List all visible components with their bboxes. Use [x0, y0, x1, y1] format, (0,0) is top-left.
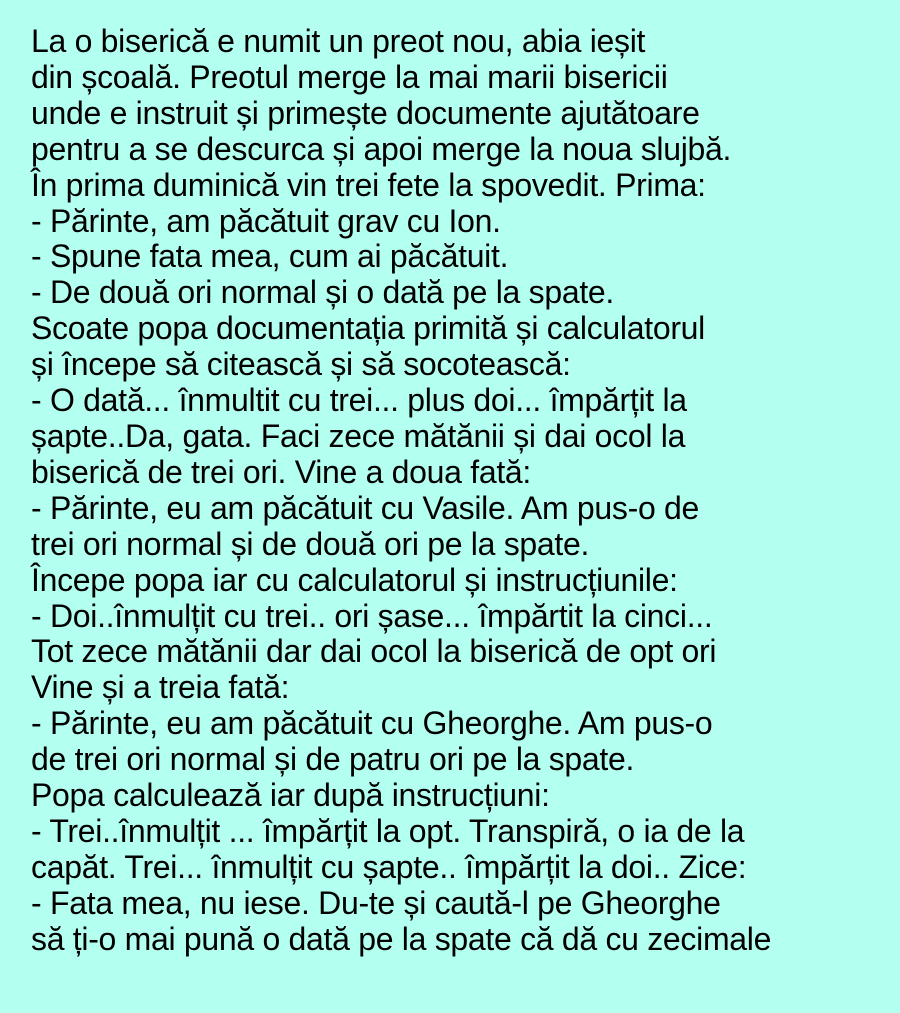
- story-line: Scoate popa documentația primită și calculatorul: [31, 310, 705, 347]
- story-line: biserică de trei ori. Vine a doua fată:: [31, 453, 532, 490]
- story-line: Tot zece mătănii dar dai ocol la biserică de opt ori: [31, 633, 717, 670]
- story-line: Vine și a treia fată:: [31, 669, 290, 706]
- story-line: - Părinte, eu am păcătuit cu Gheorghe. Am pus-o: [31, 705, 713, 742]
- story-line: de trei ori normal și de patru ori pe la spate.: [31, 741, 635, 778]
- story-line: pentru a se descurca și apoi merge la noua slujbă.: [31, 130, 732, 167]
- story-line: - Fata mea, nu iese. Du-te și caută-l pe Gheorghe: [31, 884, 721, 921]
- story-line: șapte..Da, gata. Faci zece mătănii și dai ocol la: [31, 417, 686, 454]
- story-line: unde e instruit și primește documente ajutătoare: [31, 94, 700, 131]
- story-line: și începe să citească și să socotească:: [31, 346, 571, 383]
- story-line: Începe popa iar cu calculatorul și instrucțiunile:: [31, 561, 678, 598]
- story-line: trei ori normal și de două ori pe la spate.: [31, 525, 590, 562]
- story-line: - Părinte, am păcătuit grav cu Ion.: [31, 202, 501, 239]
- story-line: - Spune fata mea, cum ai păcătuit.: [31, 238, 509, 275]
- story-line: - Părinte, eu am păcătuit cu Vasile. Am pus-o de: [31, 489, 700, 526]
- story-line: La o biserică e numit un preot nou, abia ieșit: [31, 23, 646, 59]
- story-line: capăt. Trei... înmulțit cu șapte.. împărțit la doi.. Zice:: [31, 848, 747, 885]
- story-line: - Trei..înmulțit ... împărțit la opt. Transpiră, o ia de la: [31, 812, 745, 849]
- story-line: - Doi..înmulțit cu trei.. ori șase... împărtit la cinci...: [31, 597, 713, 634]
- story-line: - De două ori normal și o dată pe la spate.: [31, 274, 614, 311]
- story-line: să ți-o mai pună o dată pe la spate că dă cu zecimale: [31, 920, 772, 957]
- story-text: [31, 24, 771, 958]
- story-line: Popa calculează iar după instrucțiuni:: [31, 777, 550, 814]
- story-line: În prima duminică vin trei fete la spovedit. Prima:: [31, 166, 706, 203]
- story-line: - O dată... înmultit cu trei... plus doi... împărțit la: [31, 382, 687, 419]
- story-line: din școală. Preotul merge la mai marii bisericii: [31, 58, 668, 95]
